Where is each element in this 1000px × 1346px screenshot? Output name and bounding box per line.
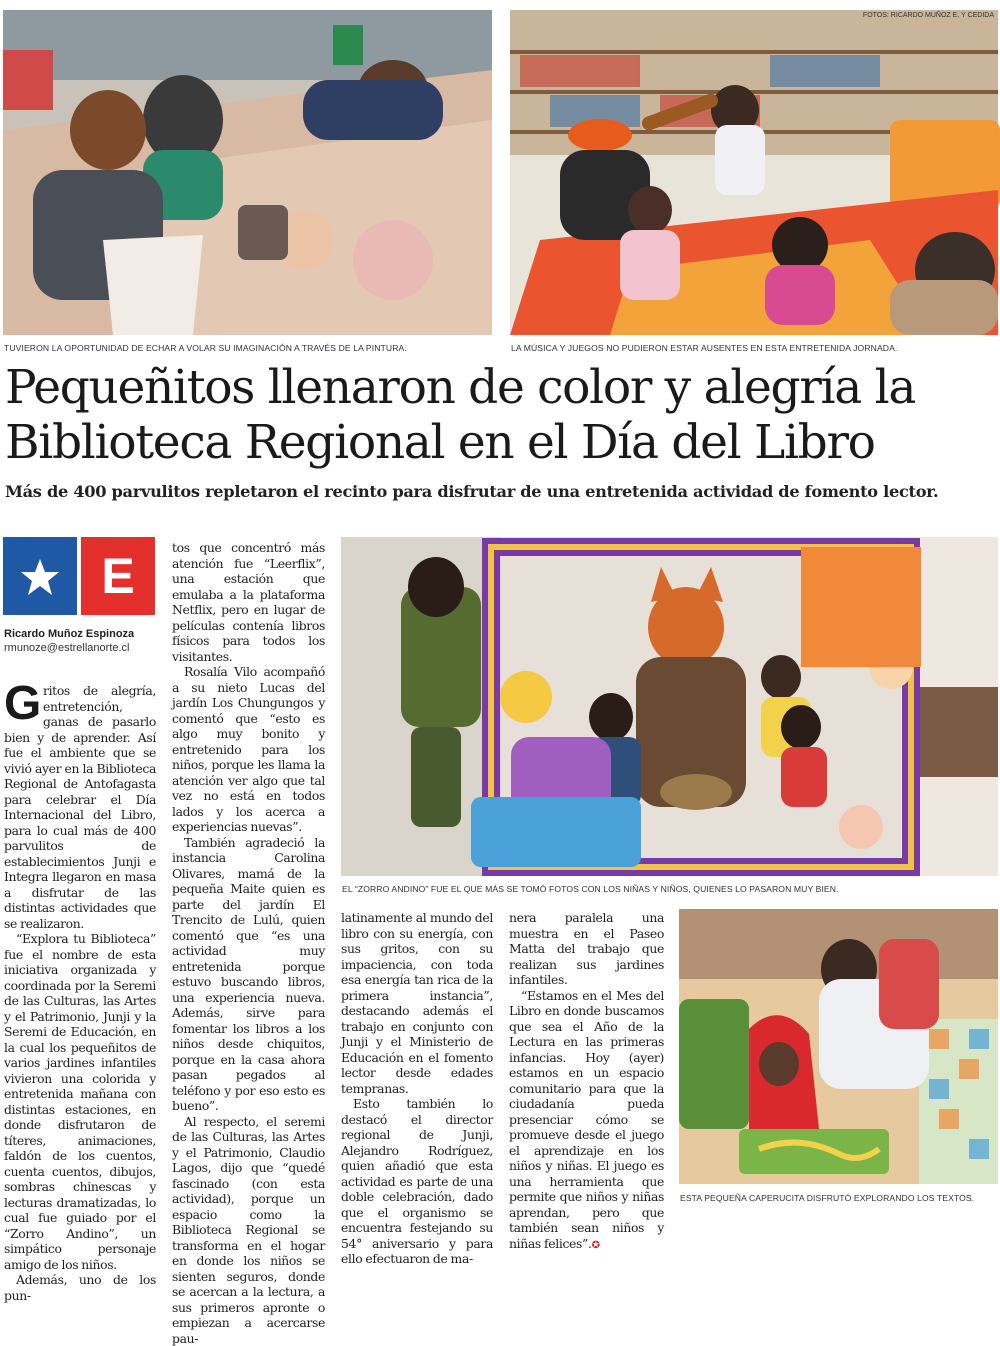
caption-top-left: TUVIERON LA OPORTUNIDAD DE ECHAR A VOLAR SU IMAGINACIÓN A TRAVÉS DE LA PINTURA. [4, 343, 407, 353]
paragraph: tos que concentró más atención fue “Leerflix”, una estación que emulaba a la plataforma Netflix, pero en lugar de películas contenía libros físicos para todos los visitantes. [172, 540, 325, 664]
paragraph: Además, uno de los pun- [4, 1272, 156, 1303]
paragraph: También agradeció la instancia Carolina Olivares, mamá de la pequeña Maite quien es parte del jardín El Trencito de Lulú, quien comentó que “es una actividad muy entretenida porque estuvo buscando libros, una experiencia nueva. Además, sirve para fomentar los libros a los niños desde chiquitos, porque en la casa ahora pasan pegados al teléfono y por eso esto es bueno”. [172, 835, 325, 1114]
logo-letter: E [81, 537, 155, 615]
photo-children-painting-illustration [3, 10, 492, 335]
paragraph [509, 988, 664, 1254]
end-mark-icon: ✪ [592, 1240, 600, 1251]
caption-center: EL “ZORRO ANDINO” FUE EL QUE MÁS SE TOMÓ FOTOS CON LOS NIÑAS Y NIÑOS, QUIENES LO PASARON MUY BIEN. [342, 884, 839, 894]
author-name: Ricardo Muñoz Espinoza [4, 628, 134, 640]
photo-caperucita [679, 909, 998, 1184]
article-column-1 [4, 683, 156, 1303]
article-column-4 [509, 910, 664, 1253]
photo-music-games [510, 10, 998, 335]
paragraph: Al respecto, el seremi de las Culturas, las Artes y el Patrimonio, Claudio Lagos, dijo que “quedé fascinado (con esta actividad), porque un espacio como la Biblioteca Regional se transforma en el hogar en donde los niños se sienten seguros, donde se acercan a la lectura, a sus primeros apronte o empiezan a acercarse pau- [172, 1114, 325, 1346]
paragraph-text: ritos de alegría, entretención, ganas de pasarlo bien y de aprender. Así fue el ambiente que se vivió ayer en la Biblioteca Regional de Antofagasta para celebrar el Día Internacional del Libro, para lo cual más de 400 parvulitos de establecimientos Junji e Integra llegaron en masa a disfrutar de las distintas actividades que se realizaron. [4, 683, 156, 931]
photo-caperucita-illustration [679, 909, 998, 1184]
caption-bottom-right: ESTA PEQUEÑA CAPERUCITA DISFRUTÓ EXPLORANDO LOS TEXTOS. [680, 1193, 974, 1203]
drop-cap: G [4, 685, 41, 723]
author-email: rmunoze@estrellanorte.cl [4, 642, 130, 654]
photo-zorro-andino-illustration [341, 537, 998, 876]
photo-music-games-illustration [510, 10, 998, 335]
photo-credit: FOTOS: RICARDO MUÑOZ E. Y CEDIDA [863, 12, 994, 19]
logo-letter-block [81, 537, 155, 615]
headline: Pequeñitos llenaron de color y alegría la Biblioteca Regional en el Día del Libro [5, 360, 997, 470]
logo-star-block [3, 537, 77, 615]
photo-zorro-andino [341, 537, 998, 876]
paragraph: Esto también lo destacó el director regional de Junji, Alejandro Rodríguez, quien añadió que esta actividad es parte de una doble celebración, dado que el organismo se encuentra festejando su 54° aniversario y para ello efectuaron de ma- [341, 1096, 493, 1267]
newspaper-logo [3, 537, 155, 615]
paragraph: latinamente al mundo del libro con su energía, con sus gritos, con su impaciencia, con toda esa energía tan rica de la primera instancia”, destacando además el trabajo en conjunto con Junji y el Ministerio de Educación en el fomento lector desde edades tempranas. [341, 910, 493, 1096]
paragraph: “Explora tu Biblioteca” fue el nombre de esta iniciativa organizada y coordinada por la Seremi de las Culturas, las Artes y el Patrimonio, Junji y la Seremi de Educación, en la cual los pequeñitos de varios jardines infantiles vivieron una colorida y entretenida mañana con distintas estaciones, en donde disfrutaron de títeres, animaciones, faldón de los cuentos, cuenta cuentos, dibujos, sombras chinescas y lecturas dramatizadas, lo cual fue guiado por el “Zorro Andino”, un simpático personaje amigo de los niños. [4, 931, 156, 1272]
photo-children-painting [3, 10, 492, 335]
paragraph-text: “Estamos en el Mes del Libro en donde buscamos que sea el Año de la Lectura en las primeras infancias. Hoy (ayer) estamos en un espacio comunitario para que la ciudadanía pueda presenciar cómo se promueve desde el juego el aprendizaje en los niños y niñas. El juego es una herramienta que permite que niños y niñas aprendan, pero que también sean niños y niñas felices”. [509, 988, 664, 1251]
paragraph [4, 683, 156, 931]
paragraph: nera paralela una muestra en el Paseo Matta del trabajo que realizan sus jardines infantiles. [509, 910, 664, 988]
star-icon [3, 537, 77, 615]
article-column-2 [172, 540, 325, 1346]
paragraph: Rosalía Vilo acompañó a su nieto Lucas del jardín Los Chungungos y comentó que “esto es algo muy bonito y entretenido para los niños, porque les llama la atención ver algo que tal vez no está en todos lados y los acerca a experiencias nuevas”. [172, 664, 325, 835]
article-column-3 [341, 910, 493, 1267]
caption-top-right: LA MÚSICA Y JUEGOS NO PUDIERON ESTAR AUSENTES EN ESTA ENTRETENIDA JORNADA. [511, 343, 897, 353]
deck: Más de 400 parvulitos repletaron el recinto para disfrutar de una entretenida actividad de fomento lector. [5, 482, 995, 501]
